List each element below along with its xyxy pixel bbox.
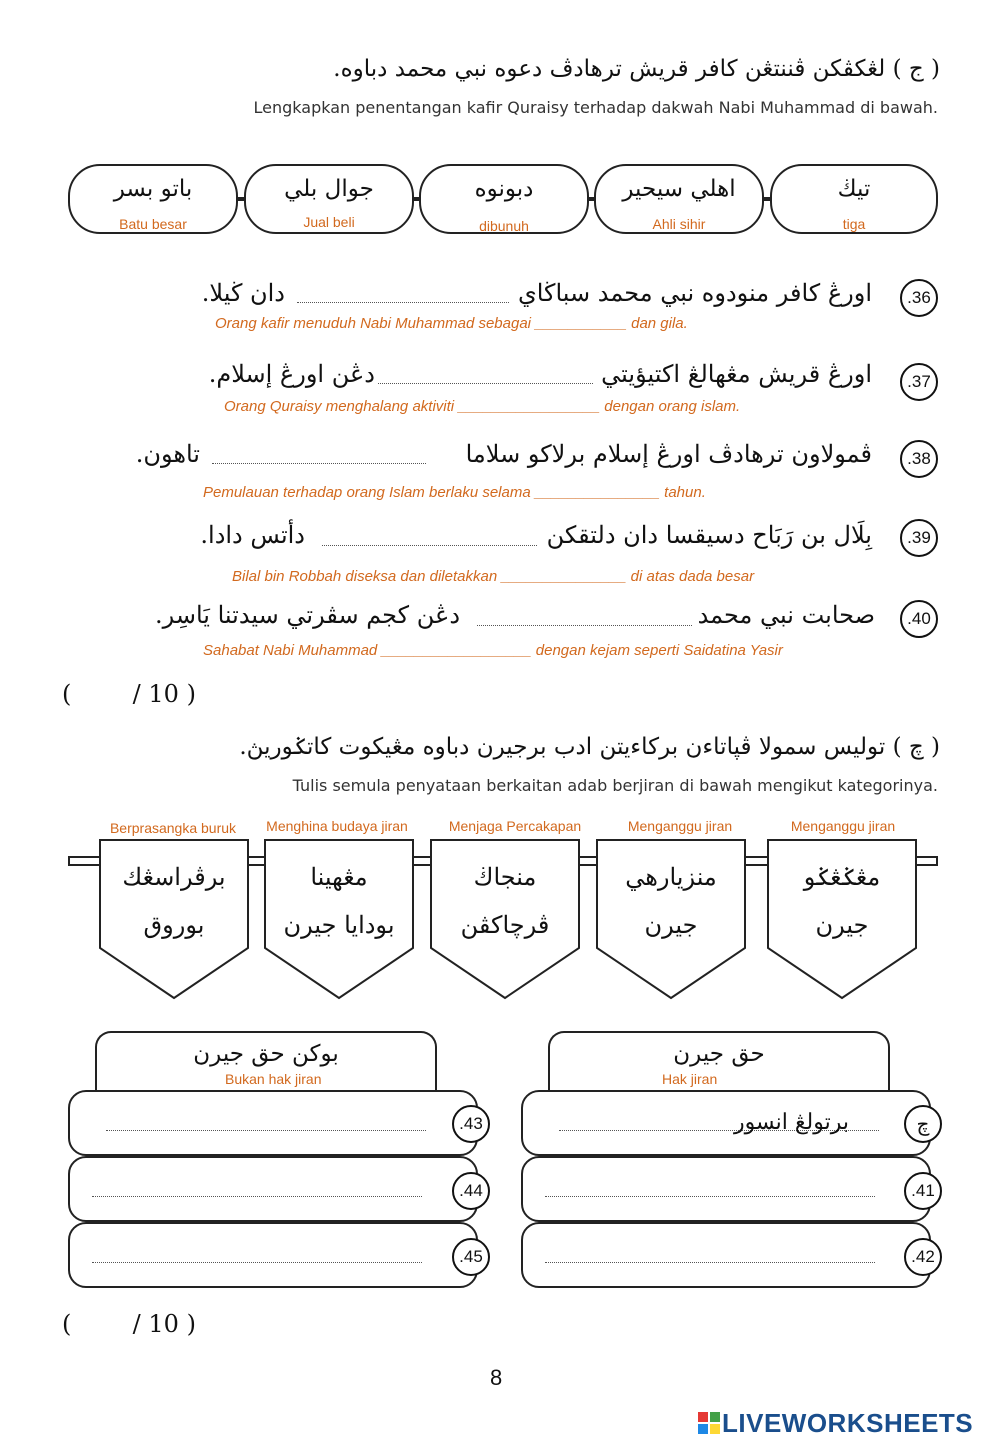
liveworksheets-logo-icon (698, 1412, 720, 1434)
question-37-rumi: Orang Quraisy menghalang aktiviti _________________ dengan orang islam. (224, 398, 741, 415)
question-number-44: .44 (452, 1172, 490, 1210)
option-pill-3 (419, 164, 589, 234)
table-left-header-jawi: بوكن حق جيرن (193, 1041, 339, 1067)
liveworksheets-brand[interactable] (698, 1407, 974, 1438)
answer-blank-44[interactable] (92, 1196, 422, 1197)
answer-blank-39[interactable] (322, 545, 537, 546)
question-39-rumi: Bilal bin Robbah diseksa dan diletakkan _______________ di atas dada besar (232, 568, 755, 585)
banner-3-label: Menjaga Percakapan (448, 818, 582, 834)
score-box-c (62, 680, 196, 708)
option-pill-1 (770, 164, 938, 234)
option-5-label: Batu besar (119, 216, 187, 232)
banner-5-label: Berprasangka buruk (109, 820, 237, 836)
score-open-c: ( (62, 680, 72, 708)
answer-blank-43[interactable] (106, 1130, 426, 1131)
page-number: 8 (490, 1365, 503, 1390)
banner-4-line1: مڠهينا (310, 863, 368, 891)
question-number-41: .41 (904, 1172, 942, 1210)
option-1-jawi: تيڬ (837, 176, 871, 202)
question-37-text-right: اورڠ قريش مڠهالڠ اكتيؤيتي (601, 360, 872, 388)
banner-3-line1: منجاڬ (473, 863, 537, 891)
example-number: چ (904, 1105, 942, 1143)
table-left-row-44 (68, 1156, 478, 1222)
brand-text: LIVEWORKSHEETS (722, 1407, 974, 1438)
answer-blank-36[interactable] (297, 302, 509, 303)
banner-5-line2: بوروق (143, 911, 205, 939)
answer-blank-38[interactable] (212, 463, 426, 464)
question-37-text-left: دڠن اورڠ إسلام. (208, 360, 375, 388)
score-value-c: / 10 (132, 680, 179, 708)
table-left-row-43 (68, 1090, 478, 1156)
table-right-row-42 (521, 1222, 931, 1288)
section-ch-title-jawi: ( چ ) توليس سمولا ڤپاتاءن بركاءيتن ادب برجيرن دباوه مڠيكوت كاتݢوريڽ. (239, 734, 940, 760)
question-number-37: .37 (900, 363, 938, 401)
answer-blank-40[interactable] (477, 625, 692, 626)
table-left-header (95, 1031, 437, 1091)
banner-2-label: Menganggu jiran (627, 818, 733, 834)
table-left-row-45 (68, 1222, 478, 1288)
banner-1-line1: مڠݢڠݢو (803, 863, 881, 891)
question-38-text-right: ڤمولاون ترهادڤ اورڠ إسلام برلاكو سلاما (465, 440, 872, 468)
question-36-text-right: اورڠ كافر منودوه نبي محمد سباڬاي (517, 279, 872, 307)
option-2-jawi: اهلي سيحير (622, 176, 736, 202)
banner-2-line2: جيرن (644, 911, 698, 939)
table-right-header-label: Hak jiran (662, 1071, 718, 1087)
question-36-rumi: Orang kafir menuduh Nabi Muhammad sebagai ___________ dan gila. (215, 315, 688, 332)
question-number-38: .38 (900, 440, 938, 478)
option-4-label: Jual beli (303, 214, 355, 230)
option-chain (68, 164, 938, 234)
score-value-ch: / 10 (132, 1310, 179, 1338)
answer-blank-37[interactable] (378, 383, 593, 384)
banner-row (68, 818, 938, 1008)
banner-1-line2: جيرن (815, 911, 869, 939)
banner-3-line2: ڤرچاكڤن (460, 911, 550, 939)
table-right-row-41 (521, 1156, 931, 1222)
option-4-jawi: جوال بلي (284, 176, 374, 202)
section-c-title-rumi: Lengkapkan penentangan kafir Quraisy terhadap dakwah Nabi Muhammad di bawah. (253, 98, 938, 117)
question-38-text-left: تاهون. (135, 440, 200, 468)
question-38-rumi: Pemulauan terhadap orang Islam berlaku selama _______________ tahun. (203, 484, 706, 501)
banner-2-line1: منزيارهي (625, 863, 717, 891)
answer-blank-42[interactable] (545, 1262, 875, 1263)
banner-5-line1: برڤراسڠك (122, 863, 226, 891)
score-open-ch: ( (62, 1310, 72, 1338)
option-pill-4 (244, 164, 414, 234)
banner-1-label: Menganggu jiran (790, 818, 896, 834)
question-40-rumi: Sahabat Nabi Muhammad __________________ dengan kejam seperti Saidatina Yasir (203, 642, 783, 659)
table-left-header-label: Bukan hak jiran (225, 1071, 322, 1087)
score-close-ch: ) (186, 1310, 196, 1338)
question-39-text-left: دأتس دادا. (200, 521, 305, 549)
example-answer: برتولڠ انسور (733, 1110, 849, 1135)
option-pill-5 (68, 164, 238, 234)
question-number-39: .39 (900, 519, 938, 557)
answer-blank-41[interactable] (545, 1196, 875, 1197)
question-39-text-right: بِلَال بن رَبَاح دسيقسا دان دلتقكن (546, 521, 872, 549)
banner-4-label: Menghina budaya jiran (266, 818, 408, 834)
section-ch-title-rumi: Tulis semula penyataan berkaitan adab berjiran di bawah mengikut kategorinya. (292, 776, 938, 795)
question-number-36: .36 (900, 279, 938, 317)
score-close-c: ) (186, 680, 196, 708)
option-5-jawi: باتو بسر (113, 176, 193, 202)
question-number-45: .45 (452, 1238, 490, 1276)
table-right-row-example (521, 1090, 931, 1156)
answer-blank-45[interactable] (92, 1262, 422, 1263)
question-number-42: .42 (904, 1238, 942, 1276)
table-right-header (548, 1031, 890, 1091)
option-2-label: Ahli sihir (652, 216, 706, 232)
option-3-jawi: دبونوه (474, 176, 534, 202)
section-c-title-jawi: ( ج ) لڠكڤكن ڤننتڠن كافر قريش ترهادڤ دعوه نبي محمد دباوه. (333, 56, 940, 82)
table-right-header-jawi: حق جيرن (673, 1041, 765, 1067)
option-1-label: tiga (842, 216, 866, 232)
option-3-label: dibunuh (479, 218, 529, 234)
banner-4-line2: بودايا جيرن (283, 911, 395, 939)
score-box-ch (62, 1310, 196, 1338)
question-36-text-left: دان ڬيلا. (201, 279, 285, 307)
question-number-40: .40 (900, 600, 938, 638)
option-pill-2 (594, 164, 764, 234)
question-40-text-right: صحابت نبي محمد (697, 601, 875, 629)
question-40-text-left: دڠن كجم سڤرتي سيدتنا يَاسِر. (154, 601, 460, 629)
question-number-43: .43 (452, 1105, 490, 1143)
